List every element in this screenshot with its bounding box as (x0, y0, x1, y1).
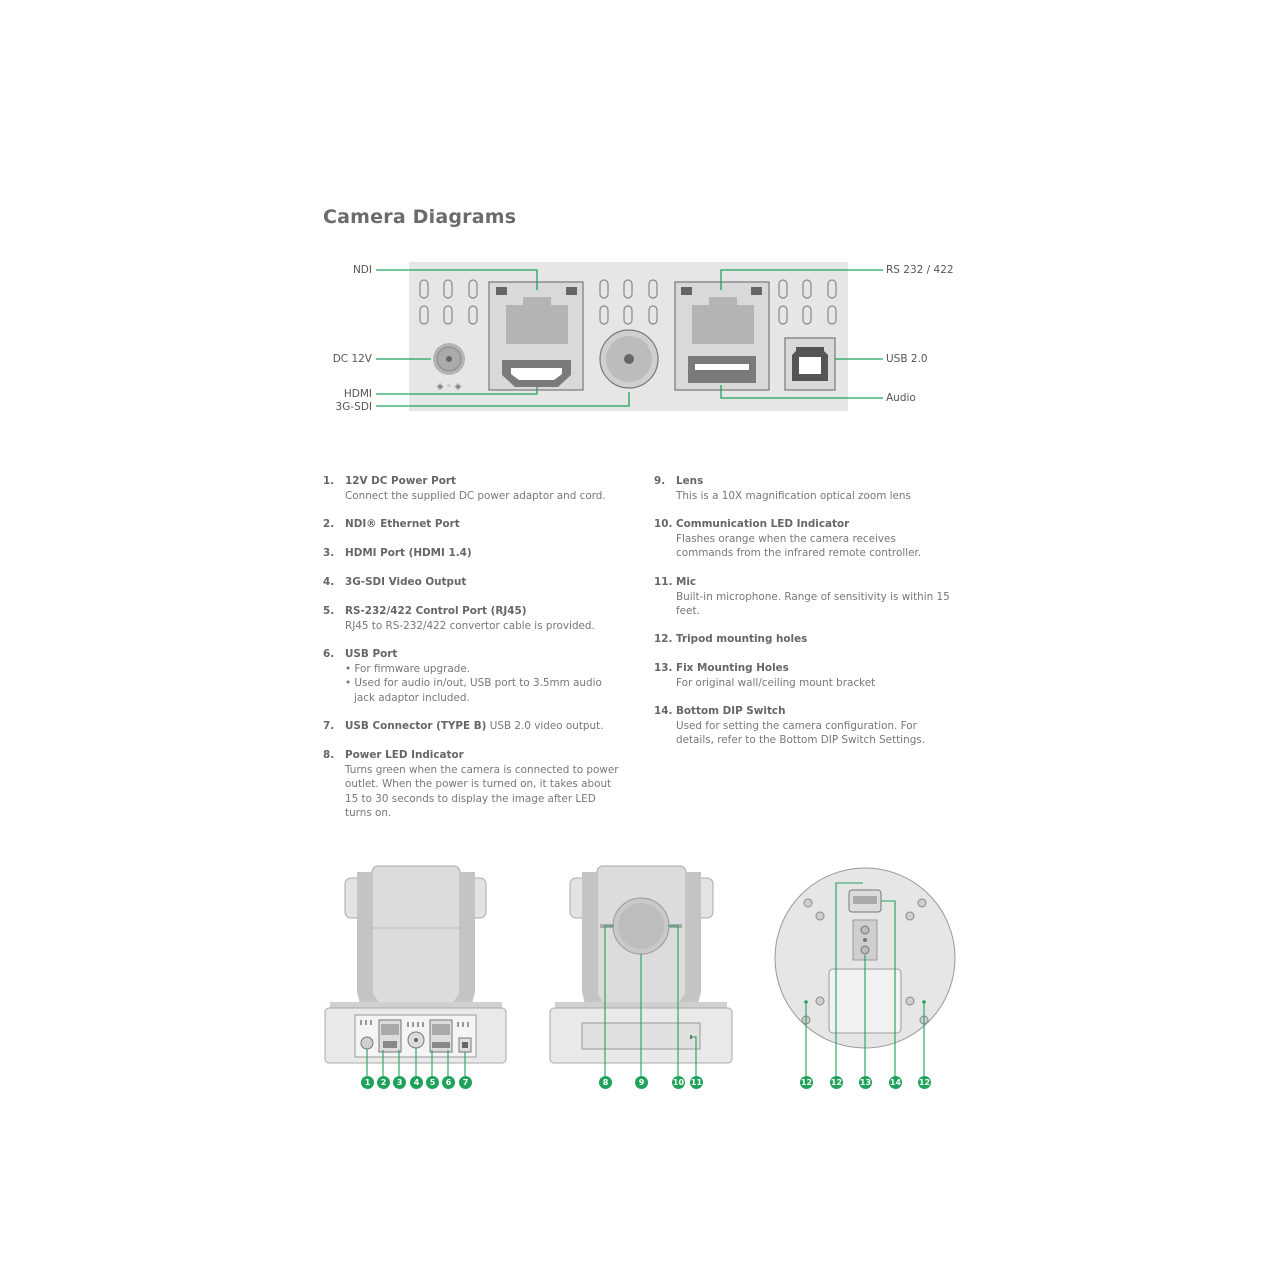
item-title: 12V DC Power Port (345, 475, 456, 487)
camera-front-view (550, 866, 732, 1076)
callout-badge: 7 (459, 1076, 472, 1089)
label-ndi: NDI (352, 264, 372, 276)
callout-badge: 2 (377, 1076, 390, 1089)
item-number: 1. (323, 475, 335, 487)
item-bullet: • Used for audio in/out, USB port to 3.5mm audio jack adaptor included. (345, 677, 602, 704)
callout-badge: 3 (393, 1076, 406, 1089)
item-title: USB Port (345, 648, 398, 660)
item-title: Tripod mounting holes (676, 633, 808, 645)
item-description: Flashes orange when the camera receives commands from the infrared remote controller. (676, 532, 922, 560)
callout-badge: 12 (800, 1078, 813, 1087)
callout-badge: 6 (442, 1076, 455, 1089)
item-number: 7. (323, 720, 335, 732)
callout-badge: 1 (361, 1076, 374, 1089)
callout-badge: 14 (889, 1078, 902, 1087)
item-description: USB 2.0 video output. (486, 720, 604, 732)
item-title: RS-232/422 Control Port (RJ45) (345, 605, 527, 617)
item-number: 8. (323, 749, 335, 761)
label-usb2: USB 2.0 (886, 353, 928, 365)
item-description: Turns green when the camera is connected to power outlet. When the power is turned on, it takes about 15 to 30 seconds to display the image after LED turns on. (345, 763, 619, 820)
callout-badge: 12 (830, 1078, 843, 1087)
item-title: USB Connector (TYPE B) (345, 720, 487, 732)
label-3g-sdi: 3G-SDI (335, 401, 372, 413)
label-rs232: RS 232 / 422 (886, 264, 954, 276)
svg-text:◈ ◦ ◈: ◈ ◦ ◈ (436, 382, 462, 392)
item-number: 4. (323, 576, 335, 588)
item-description: Built-in microphone. Range of sensitivity is within 15 feet. (676, 590, 950, 618)
item-number: 13. (654, 662, 673, 674)
label-hdmi: HDMI (343, 388, 372, 400)
callout-badge: 8 (599, 1076, 612, 1089)
item-number: 11. (654, 576, 673, 588)
callout-badge: 13 (859, 1078, 872, 1087)
item-title: HDMI Port (HDMI 1.4) (345, 547, 472, 559)
callout-badge: 9 (635, 1076, 648, 1089)
item-number: 9. (654, 475, 666, 487)
callout-badge: 10 (672, 1078, 685, 1087)
item-bullet: • For firmware upgrade. (345, 662, 471, 675)
item-number: 12. (654, 633, 673, 645)
item-number: 6. (323, 648, 335, 660)
item-description: This is a 10X magnification optical zoom lens (676, 489, 911, 502)
item-title: Lens (676, 475, 704, 487)
item-title: Bottom DIP Switch (676, 705, 786, 717)
item-title: Fix Mounting Holes (676, 662, 789, 674)
item-number: 2. (323, 518, 335, 530)
item-title: 3G-SDI Video Output (345, 576, 467, 588)
label-audio: Audio (886, 392, 916, 404)
callout-badge: 4 (410, 1076, 423, 1089)
label-dc12v: DC 12V (332, 353, 372, 365)
item-title: Communication LED Indicator (676, 518, 850, 530)
camera-rear-view (325, 866, 506, 1076)
camera-bottom-view (775, 868, 955, 1076)
item-number: 3. (323, 547, 335, 559)
item-description: Connect the supplied DC power adaptor and cord. (345, 489, 606, 502)
item-description: RJ45 to RS-232/422 convertor cable is provided. (345, 619, 595, 632)
item-title: Power LED Indicator (345, 749, 464, 761)
item-title: Mic (676, 576, 697, 588)
item-description: Used for setting the camera configuration. For details, refer to the Bottom DIP Switch Settings. (676, 719, 925, 747)
item-number: 10. (654, 518, 673, 530)
item-number: 14. (654, 705, 673, 717)
item-description: For original wall/ceiling mount bracket (676, 676, 876, 689)
callout-badge: 11 (690, 1078, 703, 1087)
page-title: Camera Diagrams (323, 206, 517, 228)
item-title: NDI® Ethernet Port (345, 518, 460, 530)
callout-badge: 12 (918, 1078, 931, 1087)
callout-badge: 5 (426, 1076, 439, 1089)
item-number: 5. (323, 605, 335, 617)
